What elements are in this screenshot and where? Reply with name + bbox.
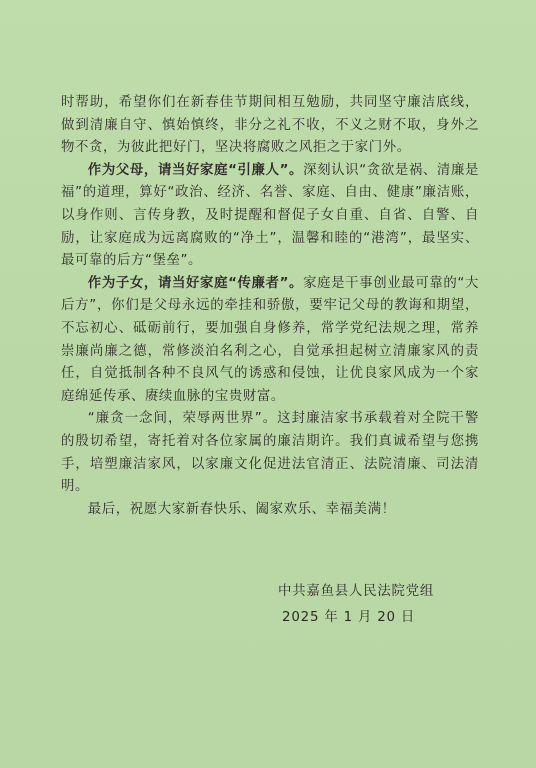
signature-organization: 中共嘉鱼县人民法院党组: [278, 584, 435, 599]
signature-date: 2025 年 1 月 20 日: [282, 610, 416, 625]
paragraph-2: [61, 160, 479, 273]
paragraph-3-text: 家庭是干事创业最可靠的“大后方”，你们是父母永远的牵挂和骄傲，要牢记父母的教诲和期望，不忘初心、砥砺前行，要加强自身修养，常学党纪法规之理，常养崇廉尚廉之德，常修淡泊名利之心，自觉承担起树立清廉家风的责任，自觉抵制各种不良风气的诱惑和侵蚀，让优良家风成为一个家庭绵延传承、赓续血脉的宝贵财富。: [61, 275, 479, 404]
paragraph-3: [61, 273, 479, 409]
paragraph-3-heading: 作为子女，请当好家庭“传廉者”。: [87, 275, 304, 291]
paragraph-4: [61, 408, 479, 498]
signature-block: [268, 579, 438, 631]
paragraph-2-heading: 作为父母，请当好家庭“引廉人”。: [87, 162, 304, 178]
letter-body: [61, 92, 479, 521]
paragraph-5: [61, 499, 479, 522]
paragraph-2-text: 深刻认识“贪欲是祸、清廉是福”的道理，算好“政治、经济、名誉、家庭、自由、健康”廉洁账，以身作则、言传身教，及时提醒和督促子女自重、自省、自警、自励，让家庭成为远离腐败的“净土”，温馨和睦的“港湾”，最坚实、最可靠的后方“堡垒”。: [61, 162, 479, 269]
paragraph-1: [61, 92, 479, 160]
paragraph-5-text: 最后，祝愿大家新春快乐、阖家欢乐、幸福美满！: [87, 501, 396, 517]
paragraph-1-text: 时帮助，希望你们在新春佳节期间相互勉励，共同坚守廉洁底线，做到清廉自守、慎始慎终，非分之礼不收，不义之财不取，身外之物不贪，为彼此把好门，坚决将腐败之风拒之于家门外。: [61, 95, 479, 156]
paragraph-4-text: “廉贪一念间，荣辱两世界”。这封廉洁家书承载着对全院干警的殷切希望，寄托着对各位家属的廉洁期许。我们真诚希望与您携手，培塑廉洁家风，以家廉文化促进法官清正、法院清廉、司法清明。: [61, 411, 479, 495]
